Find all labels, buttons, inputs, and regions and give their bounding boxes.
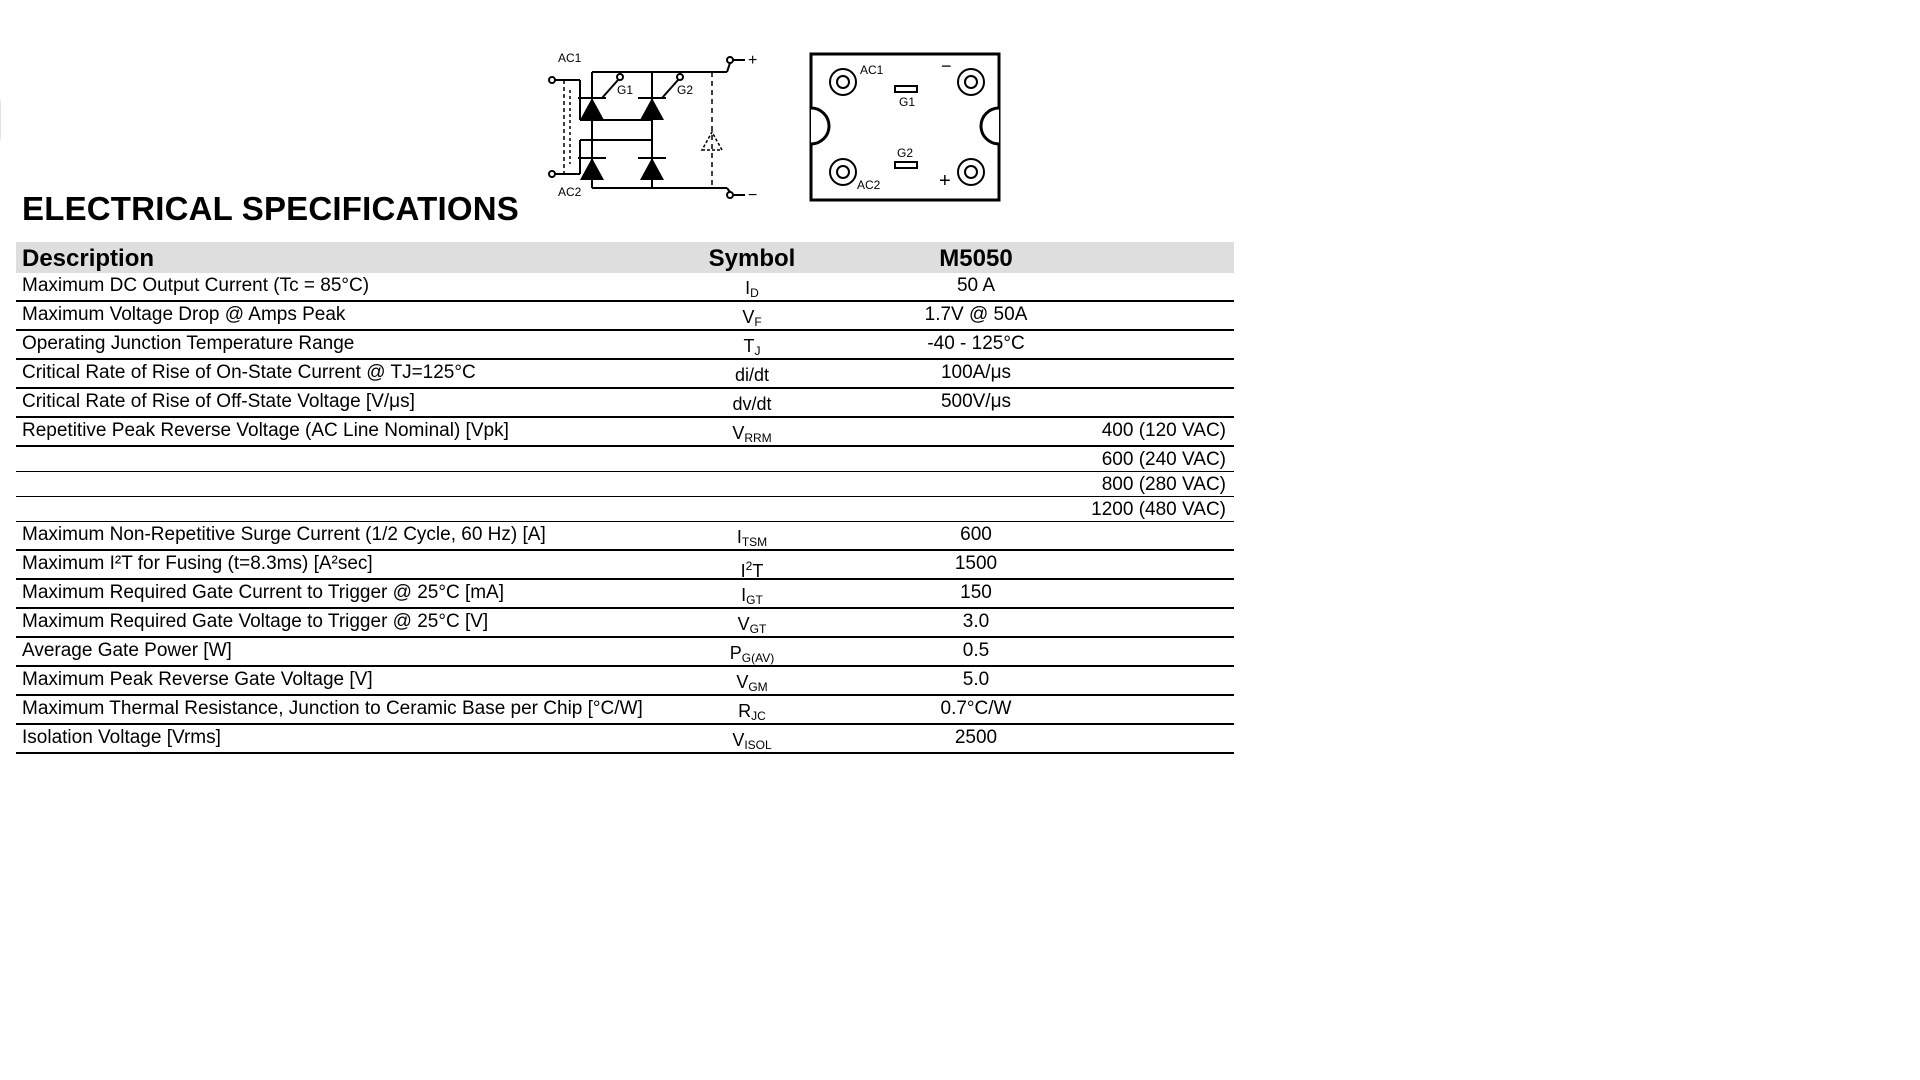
row-value: 0.7°C/W [940,698,1012,719]
symbol-main: I [736,527,742,547]
table-header-row [16,242,1234,273]
table-row [16,551,1234,580]
symbol-subscript: GT [746,593,763,607]
row-description: Maximum Voltage Drop @ Amps Peak [22,304,346,325]
row-value: 5.0 [962,669,990,690]
symbol-tail: T [752,561,764,581]
ac2-terminal [549,171,555,177]
symbol-subscript: JC [751,709,766,723]
thyristor-2-symbol [640,98,664,120]
bridge-schematic-diagram [540,50,770,205]
package-outline-diagram [805,50,1005,205]
header-model: M5050 [939,245,1013,272]
row-voltage-rating: 400 (120 VAC) [1101,420,1226,441]
symbol-main: T [743,336,755,356]
row-description: Critical Rate of Rise of Off-State Voltage [V/μs] [22,391,415,412]
package-minus-label: − [941,56,952,76]
package-g1-label: G1 [899,95,916,109]
row-value: 0.5 [962,640,990,661]
row-value: 500V/μs [940,391,1012,412]
g2-terminal [677,74,683,80]
symbol-main: P [729,643,742,663]
table-row [16,360,1234,389]
table-row [16,638,1234,667]
row-symbol [722,725,782,760]
row-description: Maximum Non-Repetitive Surge Current (1/2 Cycle, 60 Hz) [A] [22,524,546,545]
symbol-superscript: 2 [745,559,753,573]
table-row [16,497,1234,522]
schematic-ac2-label: AC2 [558,185,582,199]
table-row [16,418,1234,447]
row-description: Maximum DC Output Current (Tc = 85°C) [22,275,370,296]
symbol-subscript: J [754,344,761,358]
header-description: Description [22,245,155,272]
row-value: 1.7V @ 50A [924,304,1028,325]
diode-1-symbol [580,158,604,180]
symbol-main: I [745,278,751,298]
schematic-g1-label: G1 [617,83,634,97]
table-row [16,609,1234,638]
symbol-main: V [732,423,745,443]
symbol-main: di/dt [734,365,770,385]
row-value: -40 - 125°C [927,333,1025,354]
row-voltage-rating: 1200 (480 VAC) [1091,499,1226,520]
package-ac1-label: AC1 [860,63,884,77]
package-plus-label: + [939,170,951,192]
table-row [16,273,1234,302]
row-description: Isolation Voltage [Vrms] [22,727,221,748]
row-value: 100A/μs [940,362,1012,383]
row-description: Repetitive Peak Reverse Voltage (AC Line Nominal) [Vpk] [22,420,509,441]
row-voltage-rating: 800 (280 VAC) [1101,474,1226,495]
symbol-main: V [737,614,750,634]
schematic-ac1-label: AC1 [558,51,582,65]
row-description: Maximum Required Gate Voltage to Trigger @ 25°C [V] [22,611,489,632]
row-value: 2500 [954,727,998,748]
package-ac2-label: AC2 [857,178,881,192]
symbol-subscript: F [754,315,762,329]
page-title: ELECTRICAL SPECIFICATIONS [22,190,519,227]
symbol-main: V [742,307,755,327]
row-voltage-rating: 600 (240 VAC) [1101,449,1226,470]
table-row [16,331,1234,360]
page-edge-mark [0,100,1,140]
symbol-main: R [738,701,752,721]
symbol-subscript: G(AV) [741,651,775,665]
ac1-terminal [549,77,555,83]
row-description: Maximum Peak Reverse Gate Voltage [V] [22,669,373,690]
table-row [16,580,1234,609]
row-value: 3.0 [962,611,990,632]
symbol-main: I [740,561,746,581]
symbol-subscript: ISOL [744,738,772,752]
minus-terminal [727,192,733,198]
row-description: Maximum I²T for Fusing (t=8.3ms) [A²sec] [22,553,373,574]
schematic-g2-label: G2 [677,83,694,97]
row-symbol [722,389,782,419]
row-symbol [722,360,782,390]
row-value: 150 [960,582,992,603]
symbol-subscript: TSM [741,535,768,549]
symbol-subscript: D [750,286,759,300]
symbol-main: dv/dt [732,394,772,414]
row-value: 50 A [956,275,996,296]
table-row [16,302,1234,331]
symbol-subscript: GT [749,622,767,636]
electrical-spec-table [16,242,1234,754]
schematic-plus-label: + [748,52,758,69]
row-description: Critical Rate of Rise of On-State Current @ TJ=125°C [22,362,476,383]
row-description: Maximum Thermal Resistance, Junction to Ceramic Base per Chip [°C/W] [22,698,643,719]
g1-terminal [617,74,623,80]
header-symbol: Symbol [708,245,796,272]
package-g2-label: G2 [897,146,914,160]
table-row [16,472,1234,497]
table-body [16,273,1234,754]
thyristor-1-symbol [580,98,604,120]
symbol-subscript: RRM [744,431,772,445]
table-row [16,389,1234,418]
plus-terminal [727,57,733,63]
table-row [16,667,1234,696]
table-row [16,522,1234,551]
symbol-main: V [732,730,745,750]
symbol-subscript: GM [748,680,768,694]
row-value: 600 [960,524,992,545]
row-value: 1500 [954,553,998,574]
row-description: Maximum Required Gate Current to Trigger @ 25°C [mA] [22,582,504,603]
table-row [16,447,1234,472]
table-row [16,696,1234,725]
diode-2-symbol [640,158,664,180]
schematic-minus-label: − [748,187,758,204]
row-description: Average Gate Power [W] [22,640,232,661]
symbol-main: I [741,585,747,605]
symbol-main: V [736,672,749,692]
table-row [16,725,1234,754]
row-description: Operating Junction Temperature Range [22,333,355,354]
